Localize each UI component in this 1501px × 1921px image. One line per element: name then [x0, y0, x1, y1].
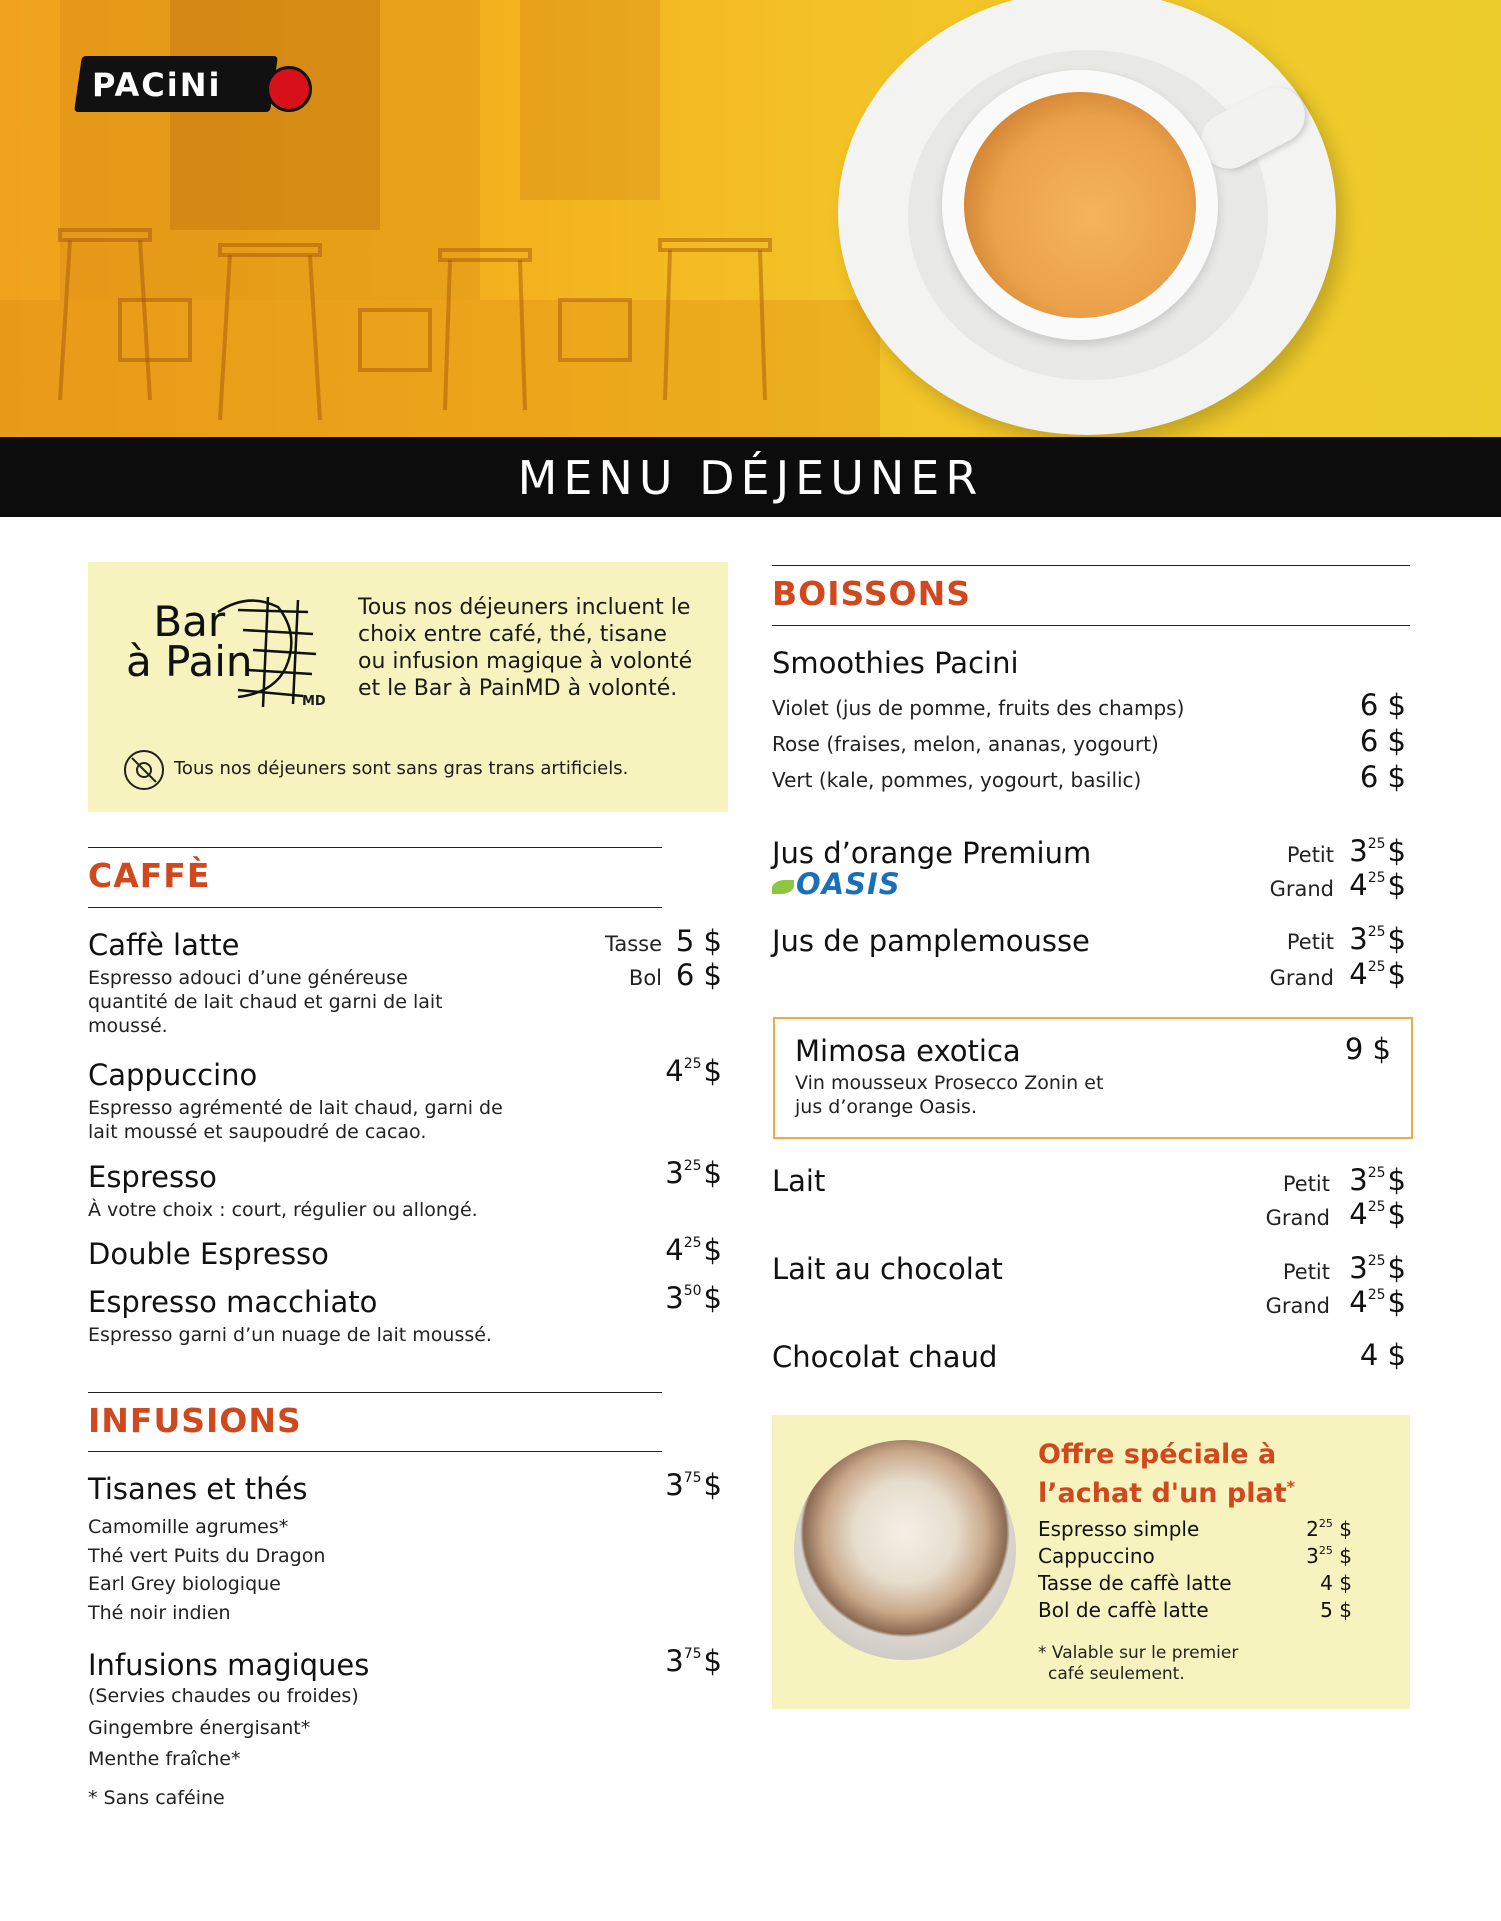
offer-item-price: 5 $: [1320, 1598, 1352, 1622]
bar-a-pain-note: Tous nos déjeuners sont sans gras trans artificiels.: [174, 758, 629, 779]
offer-item: Bol de caffè latte: [1038, 1598, 1209, 1622]
caffe-title: CAFFÈ: [88, 856, 211, 895]
smoothie-price: 6 $: [1359, 688, 1406, 722]
menu-banner: [0, 437, 1501, 517]
page-title: MENU DÉJEUNER: [517, 451, 984, 505]
espresso-macchiato-desc: Espresso garni d’un nuage de lait moussé.: [88, 1324, 492, 1346]
offer-item: Espresso simple: [1038, 1517, 1200, 1541]
lait-price-petit: $3^{25}\$$: [1349, 1163, 1406, 1197]
caffe-latte-price: 5 $: [675, 924, 722, 958]
smoothie-item: Rose (fraises, melon, ananas, yogourt): [772, 732, 1159, 756]
cappuccino-photo: [794, 1440, 1016, 1660]
size-label-grand: Grand: [1265, 1294, 1330, 1318]
infusions-magiques-price: $3^{75}\$$: [665, 1644, 722, 1678]
cappuccino-name: Cappuccino: [88, 1058, 258, 1092]
smoothie-price: 6 $: [1359, 724, 1406, 758]
jus-pamplemousse-price-grand: $4^{25}\$$: [1349, 957, 1406, 991]
offer-item-price: 4 $: [1320, 1571, 1352, 1595]
jus-orange-price-grand: $4^{25}\$$: [1349, 868, 1406, 902]
infusion-item: Menthe fraîche*: [88, 1748, 241, 1770]
bar-a-pain-logo: Bar à Pain: [126, 597, 253, 686]
infusion-item: Gingembre énergisant*: [88, 1717, 311, 1739]
size-label-grand: Grand: [1269, 877, 1334, 901]
caffe-latte-size-label: Tasse: [604, 932, 662, 956]
espresso-macchiato-price: $3^{50}\$$: [665, 1281, 722, 1315]
lait-chocolat-name: Lait au chocolat: [772, 1252, 1003, 1286]
mimosa-name: Mimosa exotica: [795, 1034, 1021, 1068]
mimosa-box: [773, 1017, 1413, 1139]
tisane-item: Camomille agrumes*: [88, 1516, 289, 1538]
tisane-item: Thé vert Puits du Dragon: [88, 1545, 326, 1567]
jus-pamplemousse-price-petit: $3^{25}\$$: [1349, 922, 1406, 956]
cappuccino-price: $4^{25}\$$: [665, 1054, 722, 1088]
jus-pamplemousse-name: Jus de pamplemousse: [772, 924, 1090, 958]
chocolat-chaud-name: Chocolat chaud: [772, 1340, 998, 1374]
infusions-rule-top: [88, 1392, 662, 1393]
boissons-title: BOISSONS: [772, 574, 971, 613]
caffe-latte-name: Caffè latte: [88, 928, 240, 962]
infusions-footnote: * Sans caféine: [88, 1787, 225, 1809]
jus-orange-price-petit: $3^{25}\$$: [1349, 834, 1406, 868]
offer-note: * Valable sur le premier café seulement.: [1038, 1643, 1239, 1684]
lait-name: Lait: [772, 1164, 826, 1198]
special-offer-box: [772, 1415, 1410, 1709]
bar-a-pain-md: MD: [302, 694, 326, 709]
mimosa-price: 9 $: [1344, 1032, 1391, 1066]
tisanes-price: $3^{75}\$$: [665, 1468, 722, 1502]
offer-item-price: $3^{25}$ $: [1306, 1544, 1352, 1568]
cappuccino-desc: Espresso agrémenté de lait chaud, garni de lait moussé et saupoudré de cacao.: [88, 1097, 503, 1143]
infusions-rule-bottom: [88, 1451, 662, 1452]
boissons-rule-top: [772, 565, 1410, 566]
oasis-logo: OASIS: [796, 867, 901, 901]
size-label-grand: Grand: [1265, 1206, 1330, 1230]
mimosa-desc: Vin mousseux Prosecco Zonin et jus d’orange Oasis.: [795, 1072, 1104, 1118]
double-espresso-name: Double Espresso: [88, 1237, 329, 1271]
offer-title: Offre spéciale à l’achat d'un plat*: [1038, 1439, 1296, 1509]
bar-a-pain-box: [88, 562, 728, 812]
infusions-magiques-name: Infusions magiques: [88, 1648, 370, 1682]
espresso-desc: À votre choix : court, régulier ou allongé.: [88, 1199, 478, 1221]
boissons-rule-bottom: [772, 625, 1410, 626]
size-label-grand: Grand: [1269, 966, 1334, 990]
caffe-rule-bottom: [88, 907, 662, 908]
lait-chocolat-price-grand: $4^{25}\$$: [1349, 1285, 1406, 1319]
lait-chocolat-price-petit: $3^{25}\$$: [1349, 1251, 1406, 1285]
infusions-magiques-sub: (Servies chaudes ou froides): [88, 1685, 359, 1707]
caffe-rule-top: [88, 847, 662, 848]
offer-item: Tasse de caffè latte: [1038, 1571, 1232, 1595]
offer-item: Cappuccino: [1038, 1544, 1155, 1568]
smoothies-name: Smoothies Pacini: [772, 646, 1019, 680]
tisane-item: Earl Grey biologique: [88, 1573, 281, 1595]
offer-item-price: $2^{25}$ $: [1306, 1517, 1352, 1541]
no-trans-fat-icon: [124, 750, 164, 790]
size-label-petit: Petit: [1286, 930, 1334, 954]
size-label-petit: Petit: [1282, 1260, 1330, 1284]
caffe-latte-price: 6 $: [675, 958, 722, 992]
espresso-macchiato-name: Espresso macchiato: [88, 1285, 378, 1319]
size-label-petit: Petit: [1286, 843, 1334, 867]
tisane-item: Thé noir indien: [88, 1602, 231, 1624]
caffe-latte-desc: Espresso adouci d’une généreuse quantité de lait chaud et garni de lait moussé.: [88, 967, 443, 1037]
coffee-saucer-illustration: [838, 0, 1336, 435]
caffe-latte-size-label: Bol: [628, 966, 662, 990]
size-label-petit: Petit: [1282, 1172, 1330, 1196]
double-espresso-price: $4^{25}\$$: [665, 1233, 722, 1267]
tisanes-name: Tisanes et thés: [88, 1472, 308, 1506]
smoothie-item: Violet (jus de pomme, fruits des champs): [772, 696, 1185, 720]
espresso-name: Espresso: [88, 1160, 217, 1194]
smoothie-item: Vert (kale, pommes, yogourt, basilic): [772, 768, 1142, 792]
infusions-title: INFUSIONS: [88, 1401, 302, 1440]
chocolat-chaud-price: 4 $: [1359, 1338, 1406, 1372]
hero-image: PACiNi: [0, 0, 1501, 437]
smoothie-price: 6 $: [1359, 760, 1406, 794]
bar-a-pain-description: Tous nos déjeuners incluent le choix entre café, thé, tisane ou infusion magique à volonté et le Bar à PainMD à volonté.: [358, 595, 693, 701]
espresso-price: $3^{25}\$$: [665, 1156, 722, 1190]
lait-price-grand: $4^{25}\$$: [1349, 1197, 1406, 1231]
oasis-leaf-icon: [772, 880, 794, 894]
jus-orange-name: Jus d’orange Premium: [772, 836, 1092, 870]
